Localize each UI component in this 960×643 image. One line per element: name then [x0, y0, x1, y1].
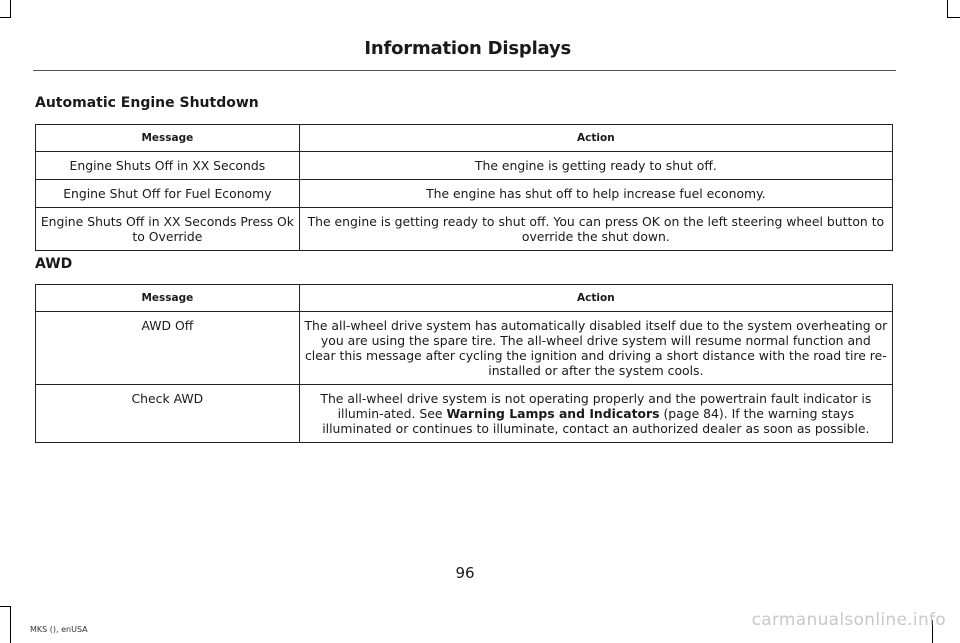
- action-cell: The engine is getting ready to shut off. You can press OK on the left steering wheel button to override the shut down.: [299, 208, 892, 251]
- watermark: carmanualsonline.info: [751, 610, 946, 630]
- section-title-automatic-engine-shutdown: Automatic Engine Shutdown: [35, 95, 259, 111]
- column-header-message: Message: [36, 125, 300, 152]
- crop-mark-top-right-v: [947, 0, 948, 18]
- table-row: [36, 180, 893, 208]
- action-cell: [299, 385, 892, 443]
- cross-reference-link[interactable]: Warning Lamps and Indicators: [446, 406, 660, 421]
- crop-mark-top-right-h: [947, 17, 960, 18]
- message-cell: Engine Shuts Off in XX Seconds Press Ok to Override: [36, 208, 300, 251]
- action-cell: The engine has shut off to help increase fuel economy.: [299, 180, 892, 208]
- page-number: 96: [455, 564, 475, 582]
- action-text: (page 84). If the warning stays illuminated or continues to illuminate, contact an authorized dealer as soon as possible.: [322, 406, 870, 436]
- crop-mark-top-left-h: [0, 17, 11, 18]
- engine-shutdown-table: [35, 124, 893, 251]
- header-divider: [33, 70, 896, 71]
- message-cell: Engine Shuts Off in XX Seconds: [36, 152, 300, 180]
- table-header-row: [36, 285, 893, 312]
- table-row: [36, 385, 893, 443]
- column-header-action: Action: [299, 125, 892, 152]
- awd-table: [35, 284, 893, 443]
- section-title-awd: AWD: [35, 256, 73, 272]
- message-cell: AWD Off: [36, 312, 300, 385]
- column-header-action: Action: [299, 285, 892, 312]
- crop-mark-bottom-left-v: [10, 606, 11, 643]
- page-title: Information Displays: [364, 38, 571, 59]
- table-header-row: [36, 125, 893, 152]
- table-row: [36, 152, 893, 180]
- action-text: The all-wheel drive system is not operating properly and the powertrain fault indicator is illumin-ated. See: [320, 391, 872, 421]
- action-cell: The engine is getting ready to shut off.: [299, 152, 892, 180]
- table-row: [36, 312, 893, 385]
- table-row: [36, 208, 893, 251]
- crop-mark-bottom-left-h: [0, 606, 11, 607]
- footer-code: MKS (), enUSA: [30, 625, 88, 634]
- crop-mark-top-left-v: [10, 0, 11, 18]
- action-cell: The all-wheel drive system has automatically disabled itself due to the system overheating or you are using the spare tire. The all-wheel drive system will resume normal function and clear this message after cycling the ignition and driving a short distance with the road tire re-installed or after the system cools.: [299, 312, 892, 385]
- column-header-message: Message: [36, 285, 300, 312]
- message-cell: Check AWD: [36, 385, 300, 443]
- message-cell: Engine Shut Off for Fuel Economy: [36, 180, 300, 208]
